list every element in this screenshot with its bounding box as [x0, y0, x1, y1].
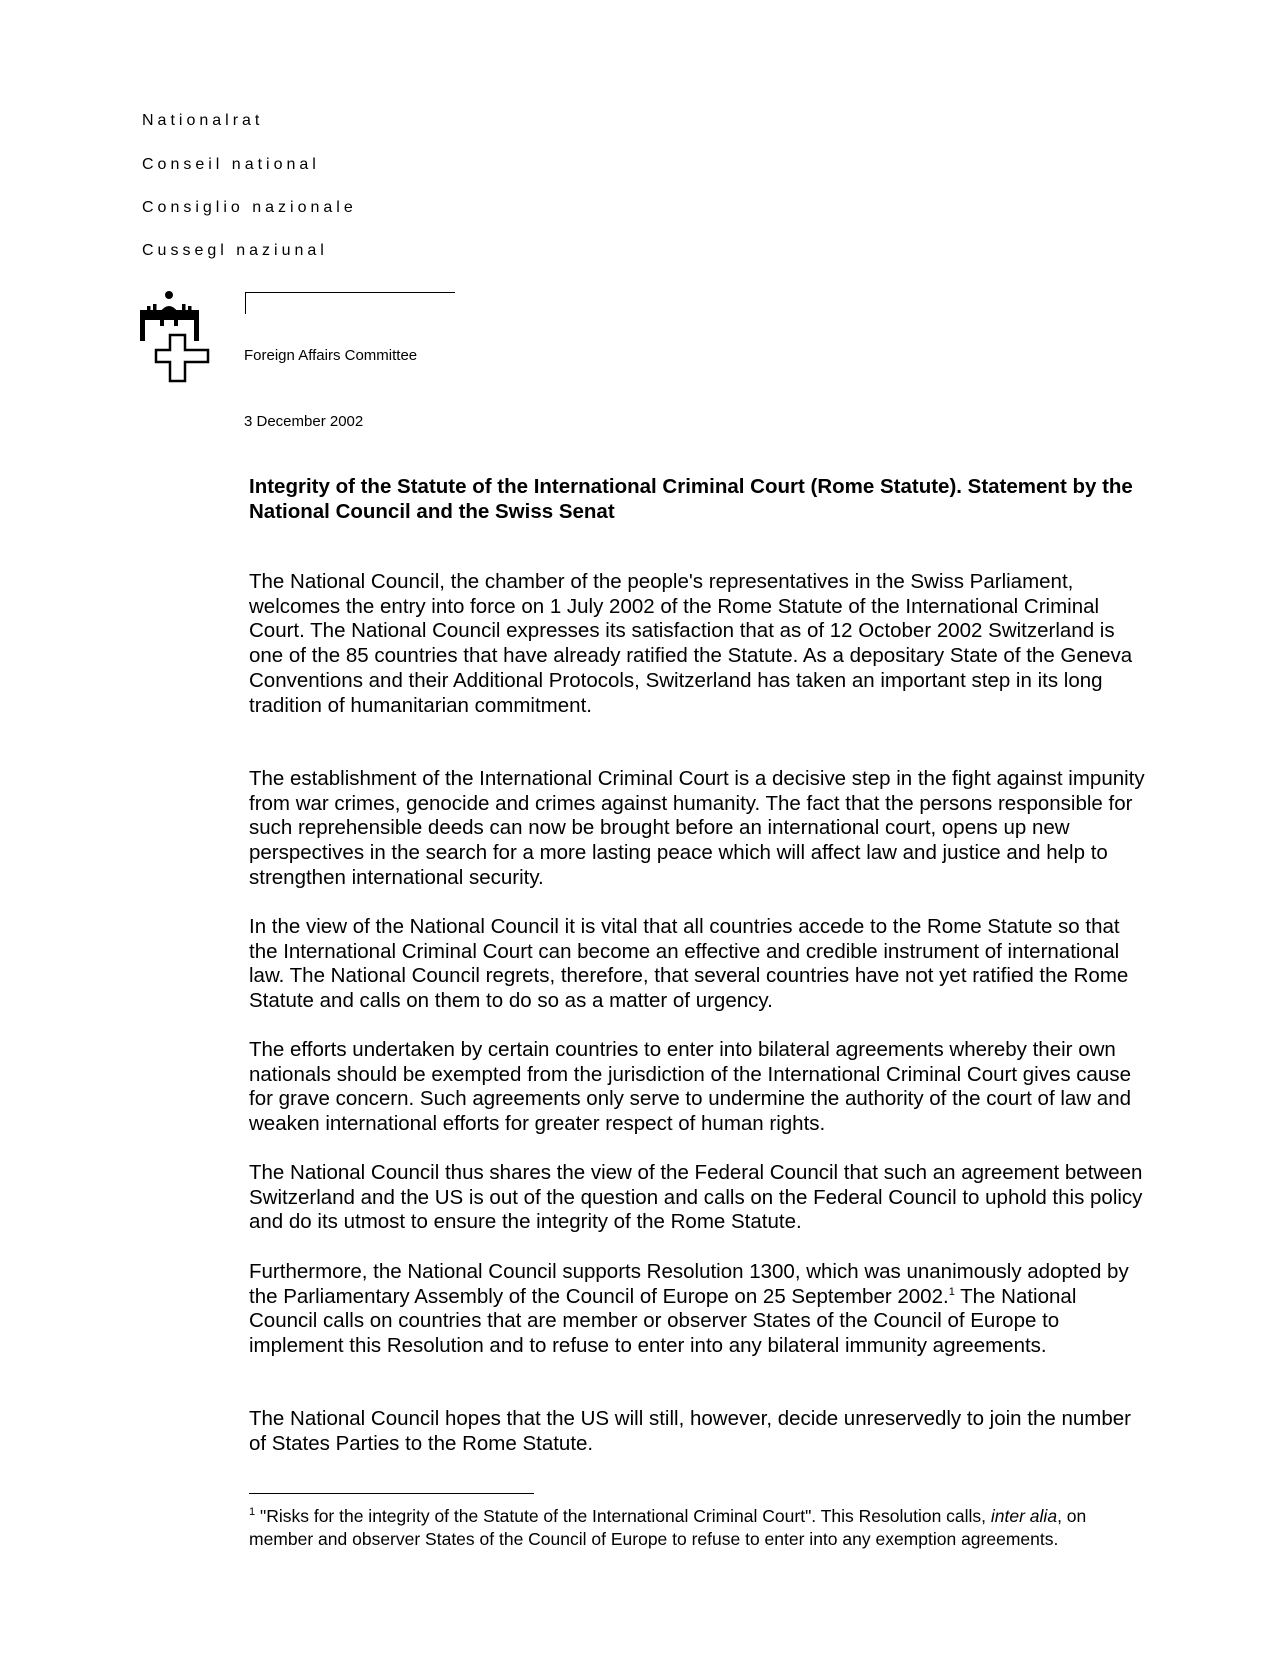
- footnote-italic-phrase: inter alia: [990, 1506, 1058, 1526]
- document-title: Integrity of the Statute of the International Criminal Court (Rome Statute). Statement by the National Council and the Swiss Senat: [249, 475, 1133, 523]
- footnote: [249, 1505, 1149, 1550]
- paragraph-4: The efforts undertaken by certain countries to enter into bilateral agreements whereby their own nationals should be exempted from the jurisdiction of the International Criminal Court gives cause for grave concern. Such agreements only serve to undermine the authority of the court of law and weaken international efforts for greater respect of human rights.: [249, 1038, 1131, 1136]
- chamber-name-fr: Conseil national: [142, 156, 320, 173]
- paragraph-6-text-before-note: Furthermore, the National Council supports Resolution 1300, which was unanimously adopted by the Parliamentary Assembly of the Council of Europe on 25 September 2002.: [249, 1260, 1129, 1308]
- paragraph-2: The establishment of the International Criminal Court is a decisive step in the fight against impunity from war crimes, genocide and crimes against humanity. The fact that the persons responsible for such reprehensible deeds can now be brought before an international court, opens up new perspectives in the search for a more lasting peace which will affect law and justice and help to strengthen international security.: [249, 767, 1145, 889]
- chamber-name-de: Nationalrat: [142, 112, 264, 129]
- paragraph-6-text-after-note: The National Council calls on countries that are member or observer States of the Council of Europe to implement this Resolution and to refuse to enter into any bilateral immunity agreements.: [249, 1284, 1077, 1358]
- header-rule: [245, 292, 455, 314]
- document-date: 3 December 2002: [244, 413, 364, 430]
- footnote-text-after: , on member and observer States of the Council of Europe to refuse to enter into any exemption agreements.: [249, 1506, 1087, 1549]
- footnote-reference[interactable]: 1: [948, 1285, 955, 1298]
- paragraph-7: The National Council hopes that the US will still, however, decide unreservedly to join the number of States Parties to the Rome Statute.: [249, 1407, 1131, 1455]
- footnote-text-before: "Risks for the integrity of the Statute of the International Criminal Court". This Resolution calls,: [255, 1506, 991, 1526]
- chamber-name-it: Consiglio nazionale: [142, 199, 357, 216]
- paragraph-1: The National Council, the chamber of the people's representatives in the Swiss Parliament, welcomes the entry into force on 1 July 2002 of the Rome Statute of the International Criminal Court. The National Council expresses its satisfaction that as of 12 October 2002 Switzerland is one of the 85 countries that have already ratified the Statute. As a depositary State of the Geneva Conventions and their Additional Protocols, Switzerland has taken an important step in its long tradition of humanitarian commitment.: [249, 570, 1133, 717]
- footnote-mark: 1: [249, 1506, 256, 1519]
- footnote-separator: [249, 1493, 534, 1494]
- paragraph-3: In the view of the National Council it is vital that all countries accede to the Rome Statute so that the International Criminal Court can become an effective and credible instrument of international law. The National Council regrets, therefore, that several countries have not yet ratified the Rome Statute and calls on them to do so as a matter of urgency.: [249, 915, 1129, 1013]
- paragraph-6: [249, 1260, 1149, 1359]
- parliament-building-cross-logo: [140, 290, 215, 385]
- committee-name: Foreign Affairs Committee: [244, 347, 418, 364]
- chamber-name-rm: Cussegl naziunal: [142, 242, 328, 259]
- paragraph-5: The National Council thus shares the view of the Federal Council that such an agreement between Switzerland and the US is out of the question and calls on the Federal Council to uphold this policy and do its utmost to ensure the integrity of the Rome Statute.: [249, 1161, 1143, 1234]
